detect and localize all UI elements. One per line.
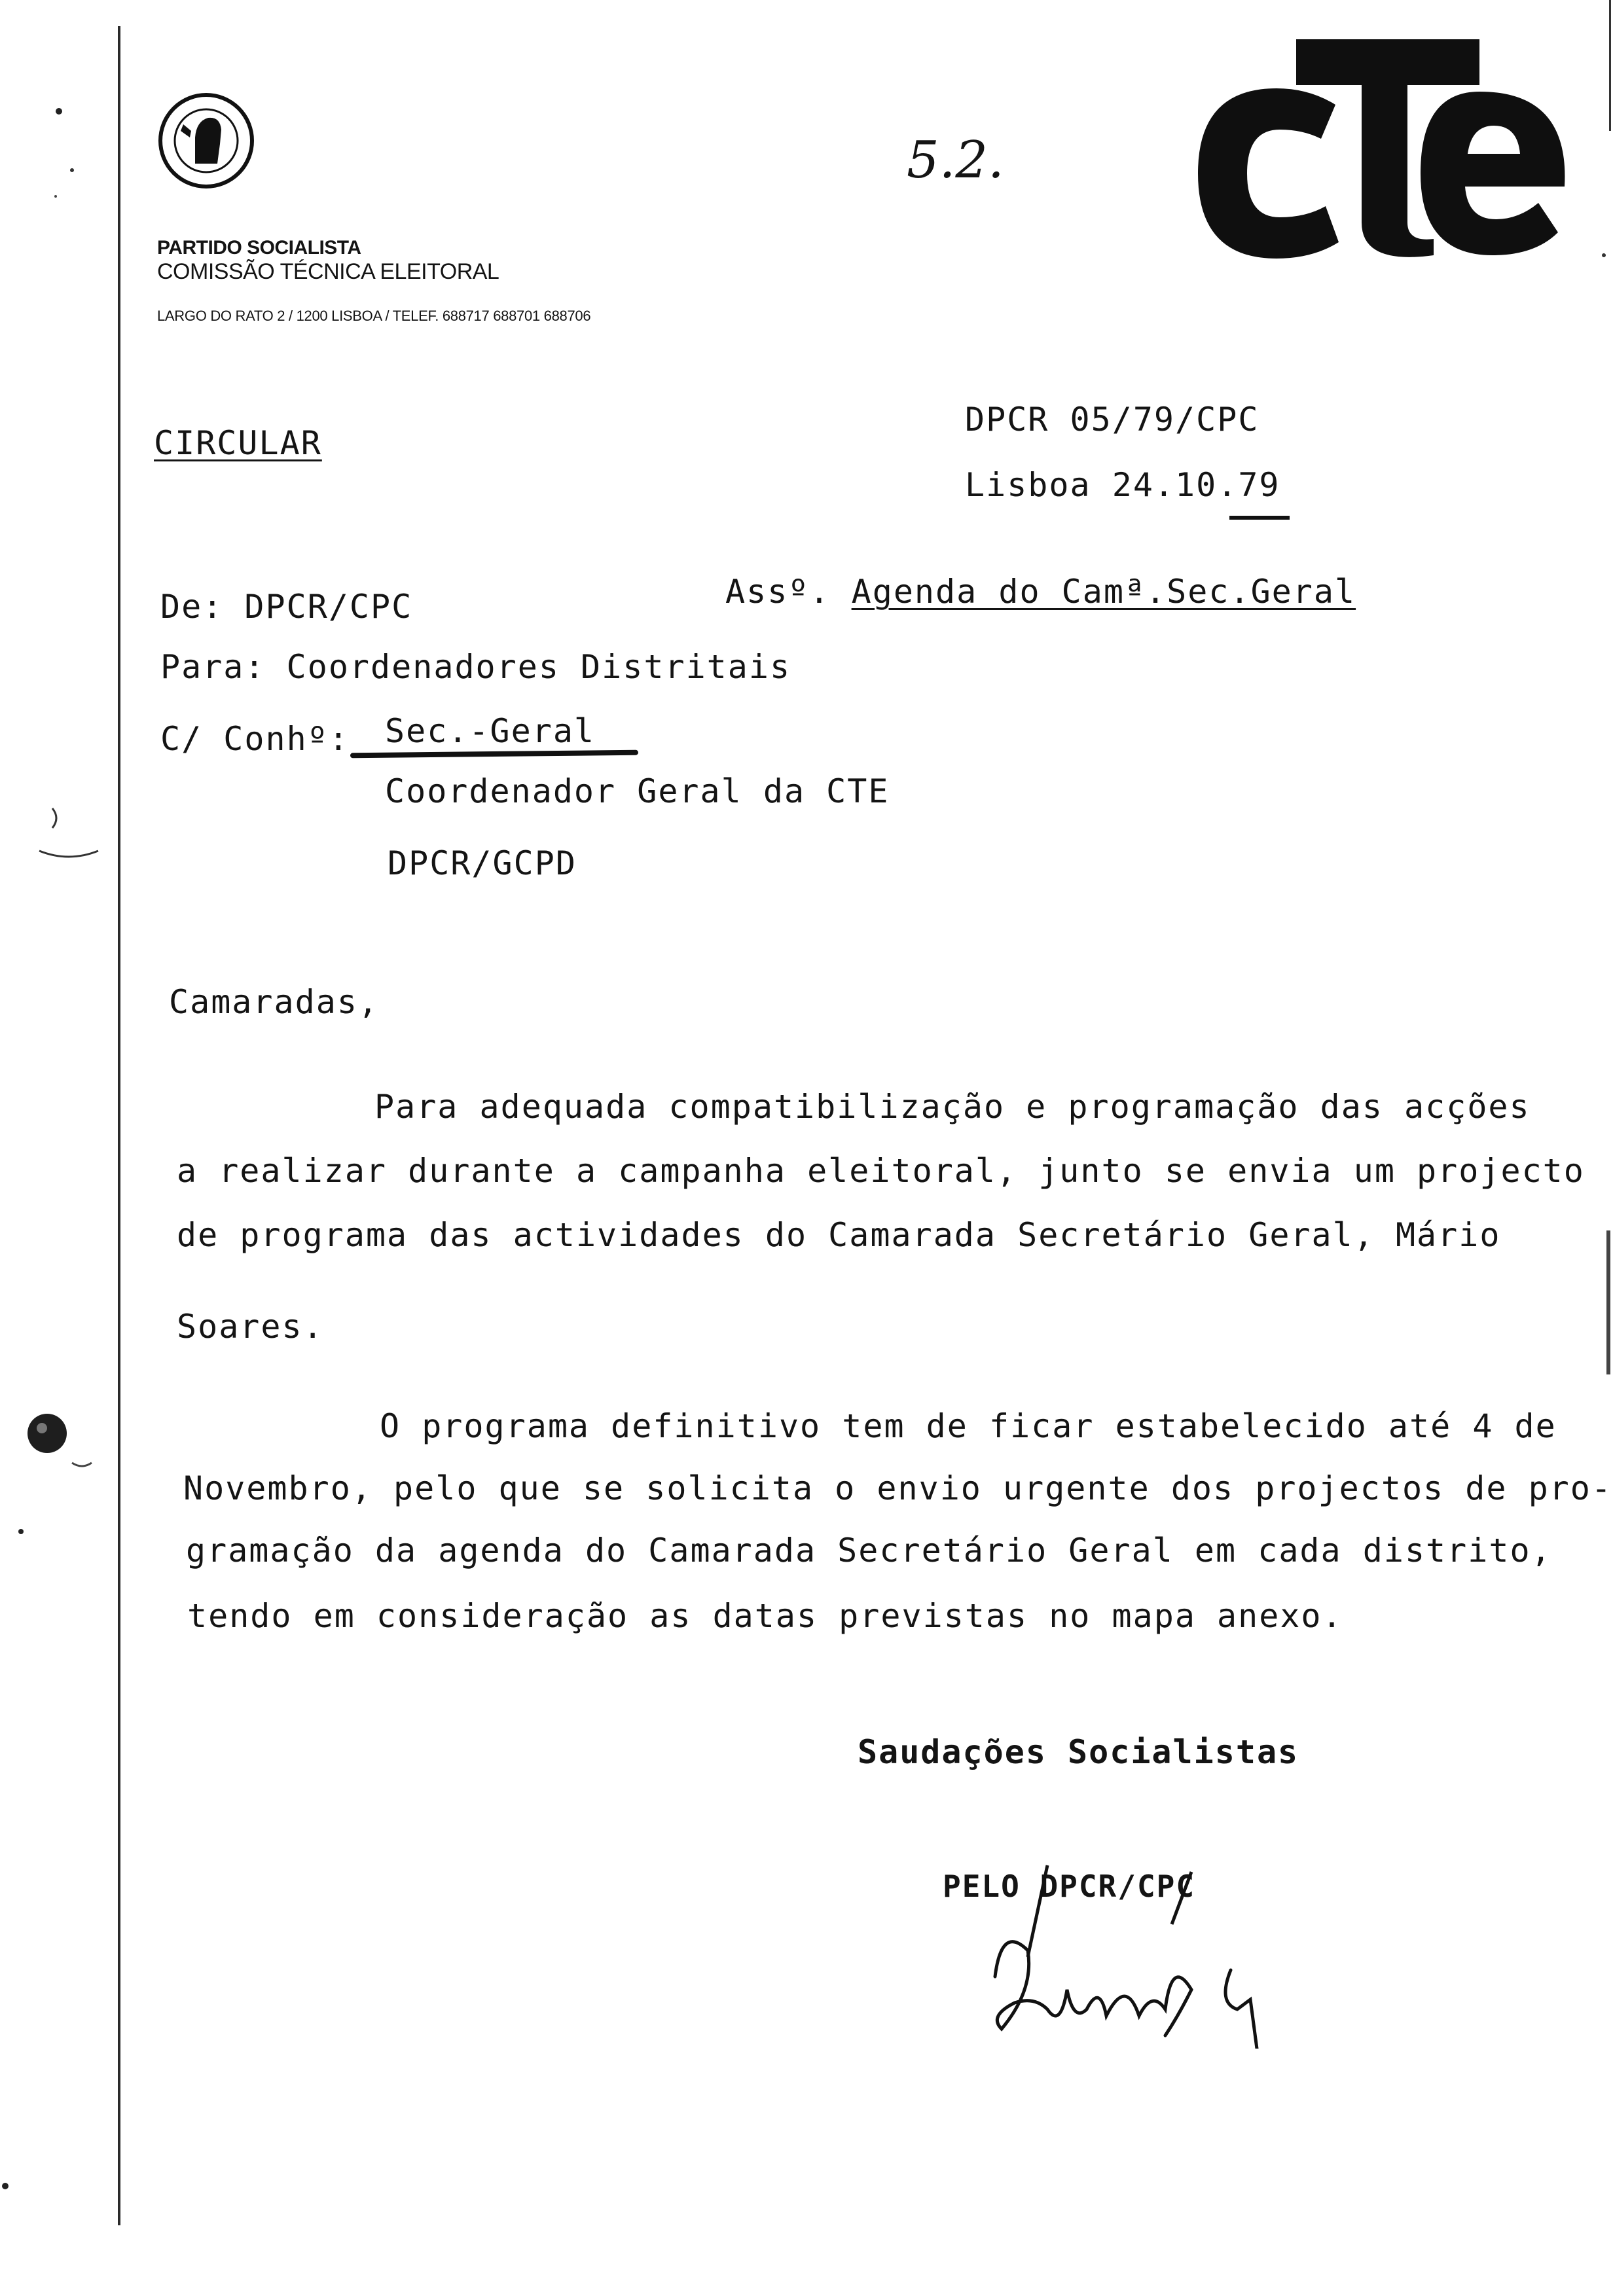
to-value: Coordenadores Distritais [286, 648, 791, 686]
routing-from [160, 588, 412, 626]
reference-number: DPCR 05/79/CPC [965, 401, 1260, 439]
subject-value: Agenda do Camª.Sec.Geral [851, 573, 1356, 611]
paragraph-line: Soares. [177, 1308, 324, 1346]
cte-logo [1172, 26, 1584, 275]
cc-item-underline [350, 750, 638, 759]
margin-specks-graphic [0, 0, 111, 2293]
handwritten-number: 5.2. [907, 131, 1004, 190]
margin-line [118, 26, 120, 2225]
circular-title: CIRCULAR [154, 424, 322, 462]
cc-item: Sec.-Geral [385, 712, 596, 750]
paragraph-line: tendo em consideração as datas previstas no mapa anexo. [187, 1597, 1343, 1635]
paragraph-line: Novembro, pelo que se solicita o envio urgente dos projectos de pro- [183, 1469, 1612, 1507]
paragraph-line: gramação da agenda do Camarada Secretário Geral em cada distrito, [186, 1532, 1552, 1570]
cc-label: C/ Conhº: [160, 720, 350, 758]
from-label: De: [160, 588, 224, 626]
to-label: Para: [160, 648, 266, 686]
letterhead-party: PARTIDO SOCIALISTA [157, 237, 361, 259]
party-seal-logo [157, 92, 255, 190]
letterhead-address: LARGO DO RATO 2 / 1200 LISBOA / TELEF. 688717 688701 688706 [157, 308, 591, 324]
routing-subject [725, 573, 1356, 611]
paragraph-line: a realizar durante a campanha eleitoral, junto se envia um projecto [177, 1152, 1585, 1190]
cc-item: Coordenador Geral da CTE [385, 772, 890, 810]
closing: Saudações Socialistas [858, 1733, 1299, 1771]
cc-item: DPCR/GCPD [388, 844, 577, 882]
date-underline [1229, 516, 1290, 520]
right-edge-marks [1597, 0, 1613, 2293]
routing-to [160, 648, 791, 686]
paragraph-line: de programa das actividades do Camarada Secretário Geral, Mário [177, 1216, 1501, 1254]
signature-graphic [975, 1859, 1290, 2049]
signed-for: PELO DPCR/CPC [943, 1869, 1196, 1904]
letterhead-commission: COMISSÃO TÉCNICA ELEITORAL [157, 259, 499, 284]
subject-label: Assº. [725, 573, 831, 611]
date-line: Lisboa 24.10.79 [965, 466, 1280, 504]
from-value: DPCR/CPC [244, 588, 413, 626]
right-edge-graphic [1597, 0, 1613, 2293]
cte-logo-graphic [1172, 26, 1584, 275]
party-seal-graphic [157, 92, 255, 190]
paragraph-line: Para adequada compatibilização e programação das acções [374, 1088, 1531, 1126]
left-margin-marks [0, 0, 111, 2293]
salutation: Camaradas, [169, 983, 380, 1021]
paragraph-line: O programa definitivo tem de ficar estabelecido até 4 de [380, 1407, 1557, 1445]
signature [975, 1859, 1290, 2049]
